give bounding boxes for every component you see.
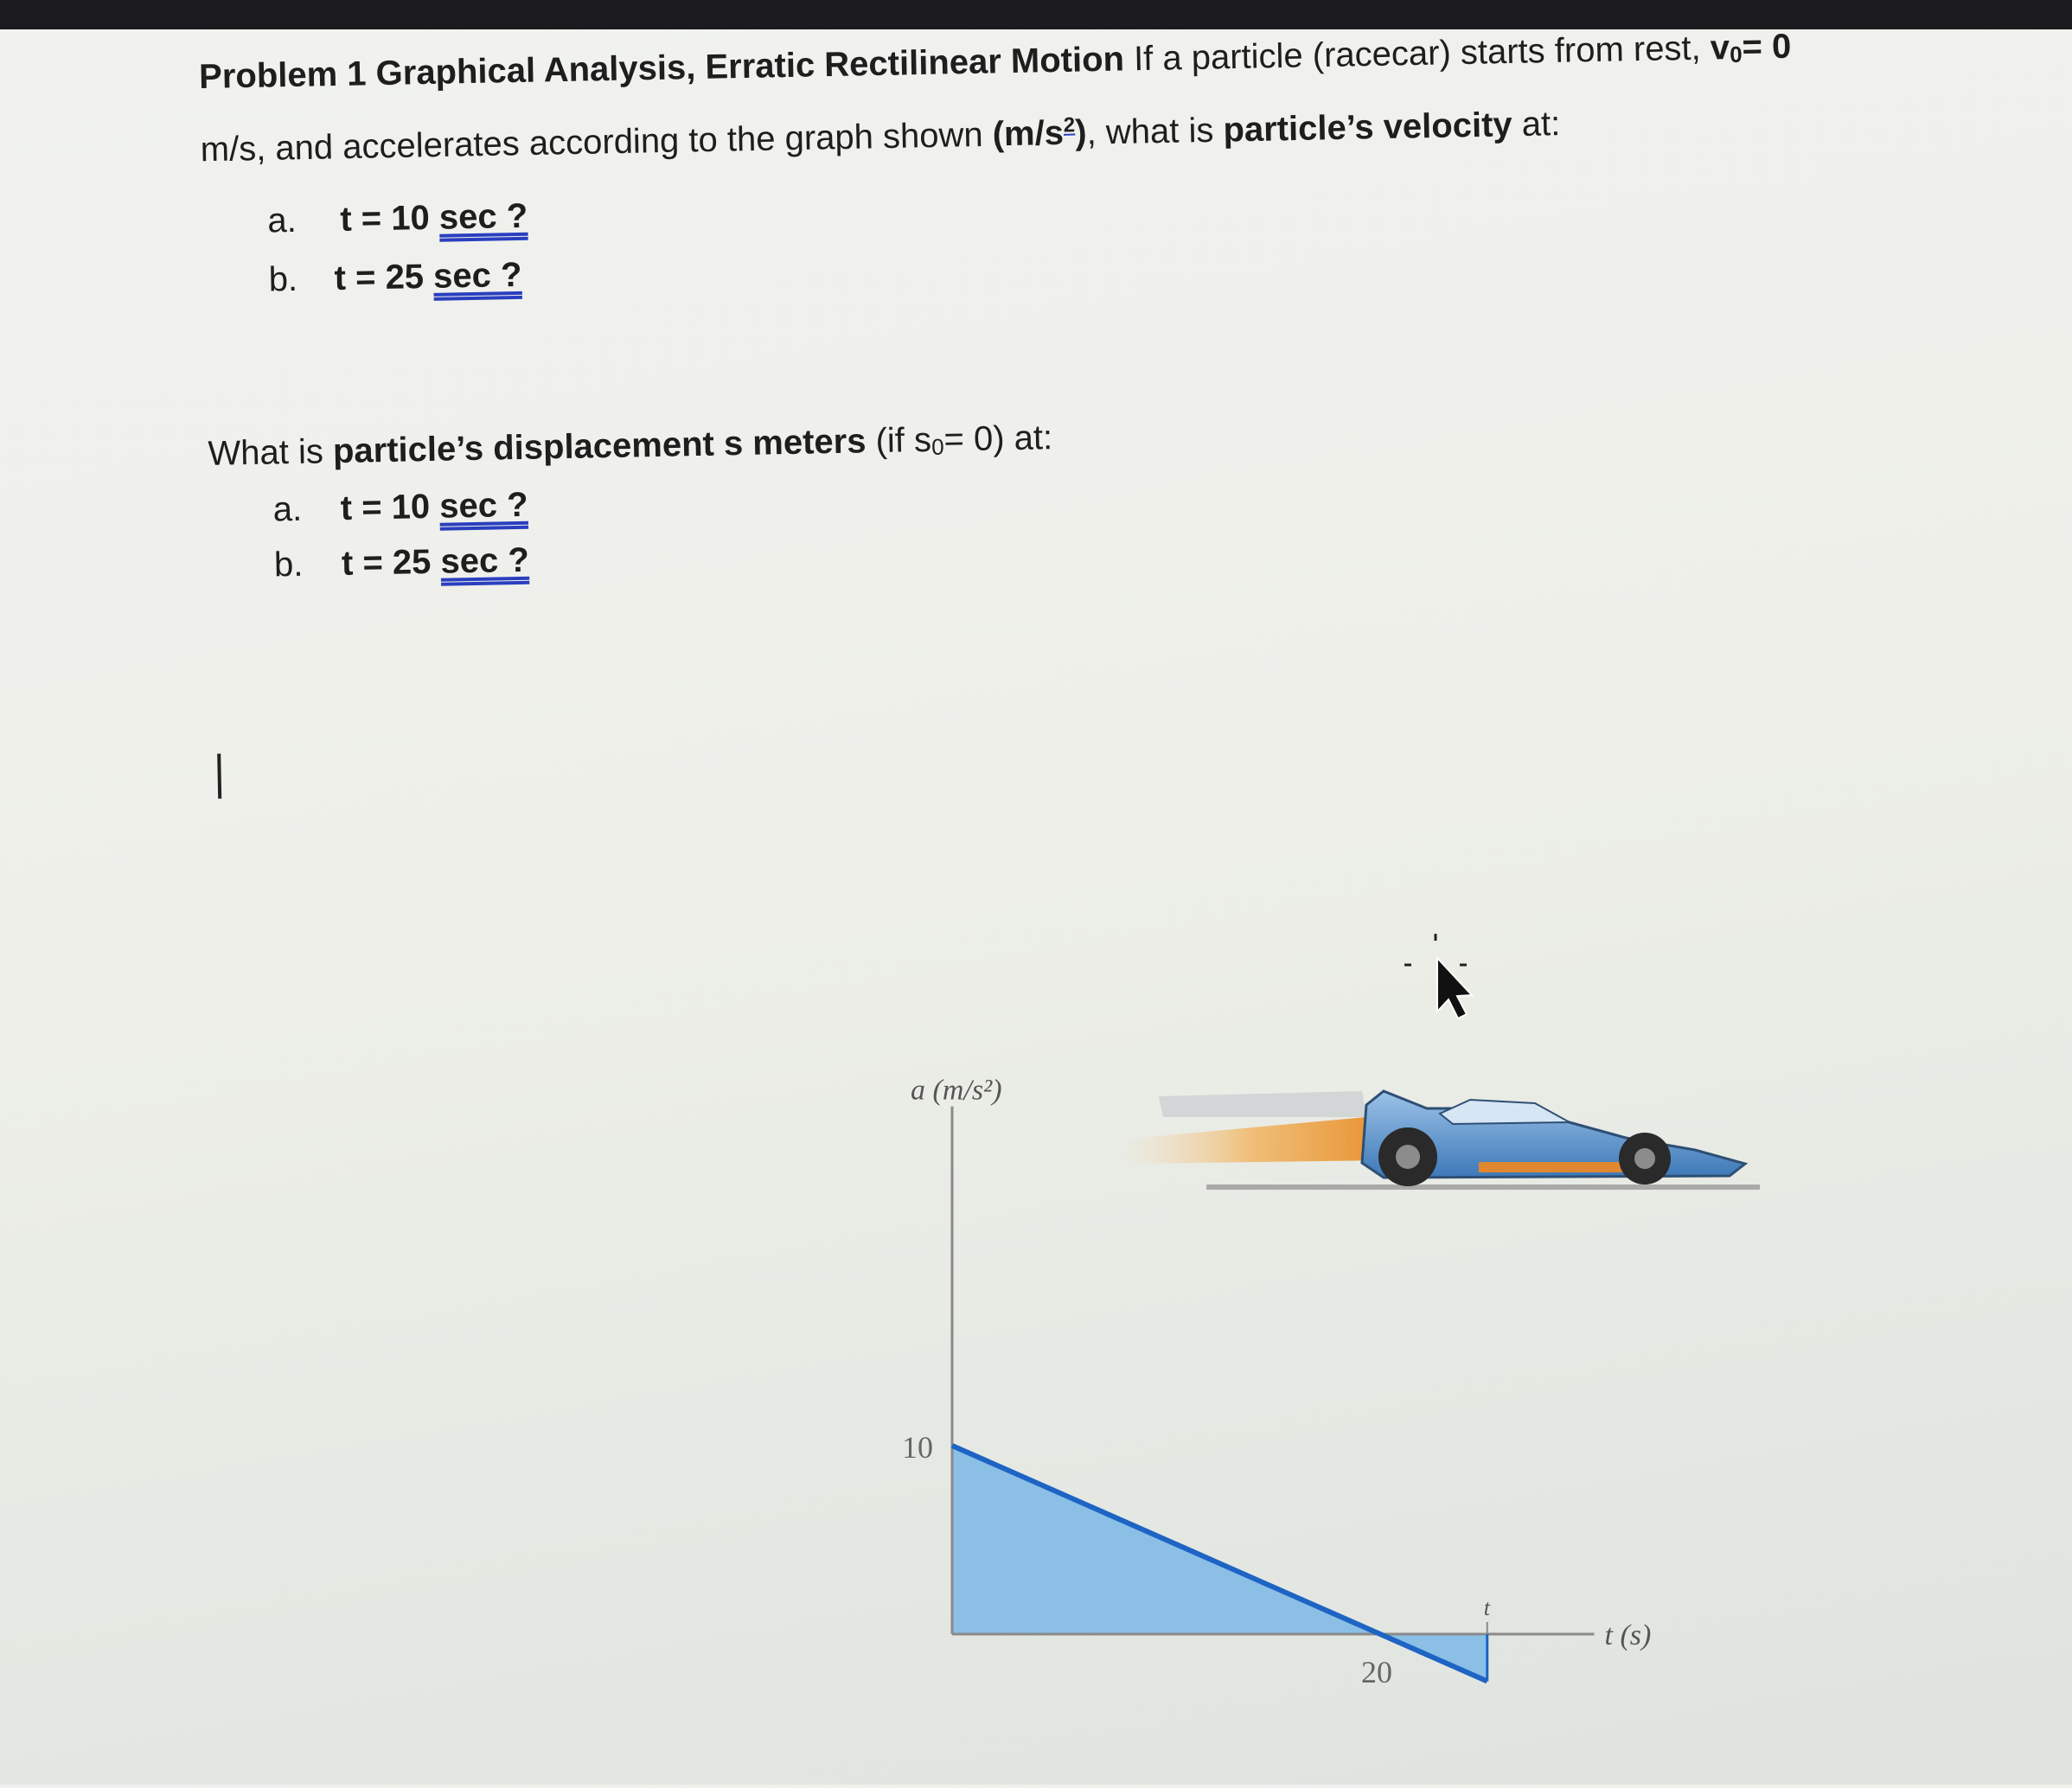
velocity-part-a: a. t = 10 sec ?	[266, 196, 528, 240]
intro-end: at:	[1521, 105, 1561, 144]
displacement-part-a-unit: sec ?	[438, 485, 528, 526]
intro-continuation: m/s, and accelerates according to the graph shown	[200, 115, 984, 169]
y-tick-label: 10	[902, 1430, 933, 1465]
car-stripe	[1479, 1162, 1634, 1172]
displacement-label: particle’s displacement s meters	[332, 422, 867, 471]
exhaust-flame	[1120, 1117, 1384, 1164]
problem-title: Problem 1 Graphical Analysis, Erratic Rectilinear Motion	[198, 40, 1125, 96]
car-cockpit	[1440, 1100, 1570, 1124]
x-tick-label: 20	[1361, 1655, 1392, 1689]
racecar-illustration	[1120, 1091, 1760, 1190]
speed-streak	[1159, 1091, 1366, 1117]
velocity-part-a-unit: sec ?	[438, 196, 528, 237]
intro-text: If a particle (racecar) starts from rest,	[1133, 29, 1702, 79]
velocity-part-b: b. t = 25 sec ?	[268, 255, 522, 299]
displacement-part-b: b. t = 25 sec ?	[273, 540, 530, 584]
velocity-part-b-unit: sec ?	[432, 255, 522, 296]
x-axis-label: t (s)	[1604, 1619, 1652, 1651]
displacement-part-a: a. t = 10 sec ?	[272, 485, 528, 529]
acceleration-unit: $(m/s^2)$	[992, 113, 1088, 154]
y-axis-label: a (m/s²)	[911, 1074, 1002, 1107]
t-end-label: t	[1483, 1595, 1490, 1620]
velocity-label: particle’s velocity	[1223, 105, 1513, 150]
initial-velocity: v0= 0	[1710, 27, 1792, 68]
displacement-question: What is particle’s displacement s meters (if s0= 0) at:	[208, 418, 1053, 473]
displacement-part-b-unit: sec ?	[440, 540, 530, 581]
road-line	[1206, 1185, 1760, 1190]
intro-tail: , what is	[1086, 111, 1214, 152]
mouse-pointer-icon	[1404, 934, 1472, 1019]
